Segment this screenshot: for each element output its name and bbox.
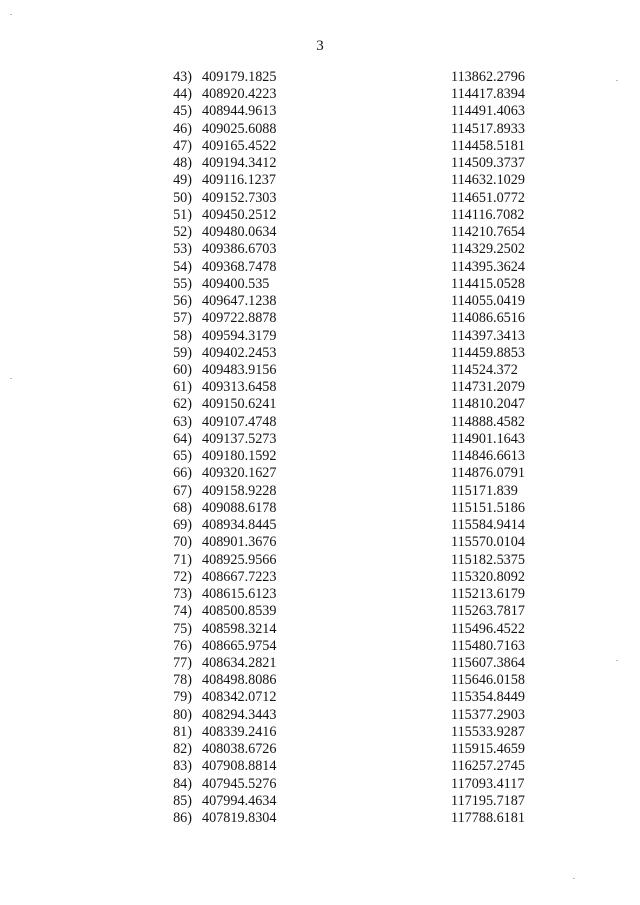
y-coordinate: 117195.7187 — [451, 792, 525, 809]
x-coordinate: 408500.8539 — [202, 603, 277, 620]
row-index: 67) — [173, 482, 192, 499]
coordinate-row — [0, 724, 640, 741]
x-coordinate: 409116.1237 — [202, 172, 276, 189]
x-coordinate: 409647.1238 — [202, 293, 277, 310]
coordinate-row — [0, 776, 640, 793]
y-coordinate: 115182.5375 — [451, 551, 525, 568]
coordinate-row — [0, 69, 640, 86]
row-index: 76) — [173, 637, 192, 654]
row-index: 62) — [173, 396, 192, 413]
y-coordinate: 115584.9414 — [451, 517, 525, 534]
coordinate-row — [0, 138, 640, 155]
x-coordinate: 407994.4634 — [202, 792, 277, 809]
row-index: 83) — [173, 758, 192, 775]
row-index: 60) — [173, 361, 192, 378]
row-index: 64) — [173, 430, 192, 447]
page-number: 3 — [316, 38, 324, 54]
row-index: 56) — [173, 293, 192, 310]
x-coordinate: 407819.8304 — [202, 810, 277, 827]
x-coordinate: 408342.0712 — [202, 689, 277, 706]
x-coordinate: 408925.9566 — [202, 551, 277, 568]
x-coordinate: 408944.9613 — [202, 103, 277, 120]
x-coordinate: 408615.6123 — [202, 586, 277, 603]
coordinate-row — [0, 448, 640, 465]
x-coordinate: 409137.5273 — [202, 430, 277, 447]
row-index: 70) — [173, 534, 192, 551]
row-index: 73) — [173, 586, 192, 603]
coordinate-row — [0, 655, 640, 672]
coordinate-row — [0, 190, 640, 207]
y-coordinate: 114632.1029 — [451, 172, 525, 189]
row-index: 68) — [173, 499, 192, 516]
x-coordinate: 409480.0634 — [202, 224, 277, 241]
coordinate-row — [0, 534, 640, 551]
row-index: 69) — [173, 517, 192, 534]
y-coordinate: 114524.372 — [451, 361, 518, 378]
x-coordinate: 408934.8445 — [202, 517, 277, 534]
coordinate-row — [0, 224, 640, 241]
row-index: 72) — [173, 568, 192, 585]
x-coordinate: 409025.6088 — [202, 120, 277, 137]
y-coordinate: 114395.3624 — [451, 258, 525, 275]
coordinate-row — [0, 414, 640, 431]
row-index: 74) — [173, 603, 192, 620]
coordinate-row — [0, 689, 640, 706]
row-index: 52) — [173, 224, 192, 241]
y-coordinate: 114651.0772 — [451, 189, 525, 206]
x-coordinate: 409313.6458 — [202, 379, 277, 396]
coordinate-row — [0, 310, 640, 327]
y-coordinate: 114731.2079 — [451, 379, 525, 396]
coordinate-row — [0, 207, 640, 224]
row-index: 79) — [173, 689, 192, 706]
y-coordinate: 115915.4659 — [451, 741, 525, 758]
row-index: 86) — [173, 810, 192, 827]
y-coordinate: 114210.7654 — [451, 224, 525, 241]
x-coordinate: 408598.3214 — [202, 620, 277, 637]
coordinate-row — [0, 810, 640, 827]
x-coordinate: 408667.7223 — [202, 568, 277, 585]
y-coordinate: 115496.4522 — [451, 620, 525, 637]
x-coordinate: 408901.3676 — [202, 534, 277, 551]
coordinate-row — [0, 707, 640, 724]
y-coordinate: 115480.7163 — [451, 637, 525, 654]
row-index: 65) — [173, 448, 192, 465]
x-coordinate: 409179.1825 — [202, 69, 277, 85]
y-coordinate: 114517.8933 — [451, 120, 525, 137]
coordinate-row — [0, 121, 640, 138]
y-coordinate: 115354.8449 — [451, 689, 525, 706]
row-index: 53) — [173, 241, 192, 258]
y-coordinate: 115607.3864 — [451, 654, 525, 671]
row-index: 48) — [173, 155, 192, 172]
scan-speck — [616, 660, 618, 661]
row-index: 78) — [173, 672, 192, 689]
row-index: 58) — [173, 327, 192, 344]
coordinate-list — [0, 69, 640, 827]
coordinate-row — [0, 241, 640, 258]
y-coordinate: 115171.839 — [451, 482, 518, 499]
coordinate-row — [0, 586, 640, 603]
x-coordinate: 407945.5276 — [202, 775, 277, 792]
row-index: 46) — [173, 120, 192, 137]
y-coordinate: 114417.8394 — [451, 86, 525, 103]
coordinate-row — [0, 345, 640, 362]
y-coordinate: 115263.7817 — [451, 603, 525, 620]
scan-speck — [10, 14, 12, 15]
coordinate-row — [0, 517, 640, 534]
y-coordinate: 114329.2502 — [451, 241, 525, 258]
row-index: 47) — [173, 137, 192, 154]
y-coordinate: 114888.4582 — [451, 413, 525, 430]
coordinate-row — [0, 103, 640, 120]
x-coordinate: 409107.4748 — [202, 413, 277, 430]
y-coordinate: 114846.6613 — [451, 448, 525, 465]
x-coordinate: 408038.6726 — [202, 741, 277, 758]
x-coordinate: 409152.7303 — [202, 189, 277, 206]
coordinate-row — [0, 396, 640, 413]
x-coordinate: 409722.8878 — [202, 310, 277, 327]
row-index: 44) — [173, 86, 192, 103]
coordinate-row — [0, 603, 640, 620]
x-coordinate: 408339.2416 — [202, 723, 277, 740]
coordinate-row — [0, 621, 640, 638]
y-coordinate: 114086.6516 — [451, 310, 525, 327]
y-coordinate: 115646.0158 — [451, 672, 525, 689]
coordinate-row — [0, 569, 640, 586]
x-coordinate: 408294.3443 — [202, 706, 277, 723]
coordinate-row — [0, 431, 640, 448]
row-index: 45) — [173, 103, 192, 120]
x-coordinate: 409400.535 — [202, 275, 270, 292]
coordinate-row — [0, 758, 640, 775]
y-coordinate: 114055.0419 — [451, 293, 525, 310]
y-coordinate: 115570.0104 — [451, 534, 525, 551]
coordinate-row — [0, 293, 640, 310]
y-coordinate: 114459.8853 — [451, 344, 525, 361]
coordinate-row — [0, 672, 640, 689]
coordinate-row — [0, 172, 640, 189]
x-coordinate: 409402.2453 — [202, 344, 277, 361]
coordinate-row — [0, 362, 640, 379]
x-coordinate: 409088.6178 — [202, 499, 277, 516]
row-index: 54) — [173, 258, 192, 275]
row-index: 50) — [173, 189, 192, 206]
row-index: 77) — [173, 654, 192, 671]
y-coordinate: 114810.2047 — [451, 396, 525, 413]
row-index: 59) — [173, 344, 192, 361]
y-coordinate: 114415.0528 — [451, 275, 525, 292]
x-coordinate: 408920.4223 — [202, 86, 277, 103]
row-index: 61) — [173, 379, 192, 396]
row-index: 57) — [173, 310, 192, 327]
y-coordinate: 114116.7082 — [451, 206, 525, 223]
scan-speck — [616, 80, 618, 81]
x-coordinate: 409180.1592 — [202, 448, 277, 465]
row-index: 75) — [173, 620, 192, 637]
y-coordinate: 115533.9287 — [451, 723, 525, 740]
x-coordinate: 409594.3179 — [202, 327, 277, 344]
coordinate-row — [0, 465, 640, 482]
coordinate-row — [0, 155, 640, 172]
coordinate-row — [0, 793, 640, 810]
coordinate-row — [0, 328, 640, 345]
y-coordinate: 117093.4117 — [451, 775, 525, 792]
x-coordinate: 408498.8086 — [202, 672, 277, 689]
y-coordinate: 114491.4063 — [451, 103, 525, 120]
y-coordinate: 115320.8092 — [451, 568, 525, 585]
row-index: 55) — [173, 275, 192, 292]
row-index: 63) — [173, 413, 192, 430]
y-coordinate: 114509.3737 — [451, 155, 525, 172]
coordinate-row — [0, 86, 640, 103]
coordinate-row — [0, 483, 640, 500]
row-index: 84) — [173, 775, 192, 792]
y-coordinate: 115151.5186 — [451, 499, 525, 516]
x-coordinate: 409165.4522 — [202, 137, 277, 154]
coordinate-row — [0, 638, 640, 655]
row-index: 66) — [173, 465, 192, 482]
y-coordinate: 114901.1643 — [451, 430, 525, 447]
row-index: 51) — [173, 206, 192, 223]
x-coordinate: 407908.8814 — [202, 758, 277, 775]
x-coordinate: 409450.2512 — [202, 206, 277, 223]
x-coordinate: 408634.2821 — [202, 654, 277, 671]
coordinate-row — [0, 500, 640, 517]
x-coordinate: 409483.9156 — [202, 361, 277, 378]
y-coordinate: 114458.5181 — [451, 137, 525, 154]
y-coordinate: 117788.6181 — [451, 810, 525, 827]
x-coordinate: 409386.6703 — [202, 241, 277, 258]
row-index: 80) — [173, 706, 192, 723]
x-coordinate: 409194.3412 — [202, 155, 277, 172]
row-index: 85) — [173, 792, 192, 809]
x-coordinate: 409158.9228 — [202, 482, 277, 499]
x-coordinate: 408665.9754 — [202, 637, 277, 654]
y-coordinate: 116257.2745 — [451, 758, 525, 775]
row-index: 71) — [173, 551, 192, 568]
coordinate-row — [0, 379, 640, 396]
y-coordinate: 115377.2903 — [451, 706, 525, 723]
row-index: 81) — [173, 723, 192, 740]
y-coordinate: 113862.2796 — [451, 69, 525, 85]
coordinate-row — [0, 259, 640, 276]
y-coordinate: 114876.0791 — [451, 465, 525, 482]
coordinate-row — [0, 552, 640, 569]
x-coordinate: 409150.6241 — [202, 396, 277, 413]
scan-speck — [573, 878, 575, 879]
row-index: 43) — [173, 69, 192, 85]
scan-speck — [10, 378, 12, 379]
coordinate-row — [0, 276, 640, 293]
coordinate-row — [0, 741, 640, 758]
row-index: 49) — [173, 172, 192, 189]
y-coordinate: 115213.6179 — [451, 586, 525, 603]
y-coordinate: 114397.3413 — [451, 327, 525, 344]
x-coordinate: 409368.7478 — [202, 258, 277, 275]
row-index: 82) — [173, 741, 192, 758]
x-coordinate: 409320.1627 — [202, 465, 277, 482]
